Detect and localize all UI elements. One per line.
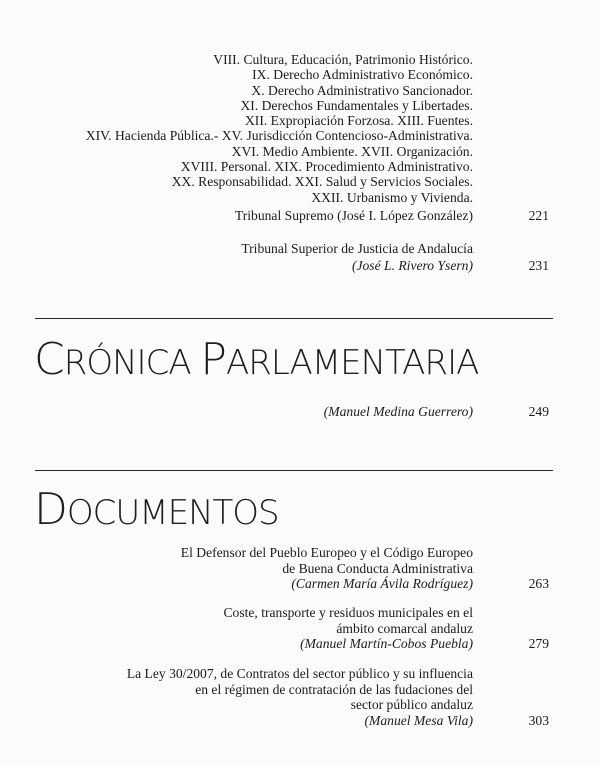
section-line: VIII. Cultura, Educación, Patrimonio Histórico. xyxy=(213,52,473,67)
entry-title-line: en el régimen de contratación de las fudaciones del xyxy=(195,681,473,697)
entry-title-line: Coste, transporte y residuos municipales en el xyxy=(223,605,473,620)
page-number: 303 xyxy=(528,712,549,728)
section-line: XVI. Medio Ambiente. XVII. Organización. xyxy=(231,143,473,159)
entry-title-line: sector público andaluz xyxy=(350,697,473,712)
entry-title-line: ámbito comarcal andaluz xyxy=(336,620,473,636)
section-line: XIV. Hacienda Pública.- XV. Jurisdicción Contencioso-Administrativa. xyxy=(85,128,473,144)
entry-author: (José L. Rivero Ysern) xyxy=(351,258,473,273)
page-number: 279 xyxy=(528,636,549,651)
section-list xyxy=(86,52,473,205)
entry-author: (Carmen María Ávila Rodríguez) xyxy=(291,576,473,591)
page-number: 221 xyxy=(528,208,549,223)
section-divider xyxy=(35,470,553,471)
page-number: 249 xyxy=(528,404,549,419)
page-number: 263 xyxy=(528,576,549,591)
section-heading-cronica: CRÓNICA PARLAMENTARIA xyxy=(34,334,479,385)
entry-author: (Manuel Mesa Vila) xyxy=(364,712,473,728)
section-heading-documentos: DOCUMENTOS xyxy=(34,484,279,535)
entry-author: (Manuel Martín-Cobos Puebla) xyxy=(300,636,473,651)
section-line: IX. Derecho Administrativo Económico. xyxy=(252,67,473,83)
entry-title-line: La Ley 30/2007, de Contratos del sector público y su influencia xyxy=(126,666,473,681)
section-line: XII. Expropiación Forzosa. XIII. Fuentes. xyxy=(244,113,473,129)
section-divider xyxy=(35,318,553,319)
entry-title-line: de Buena Conducta Administrativa xyxy=(282,560,473,576)
entry-title-line: El Defensor del Pueblo Europeo y el Código Europeo xyxy=(180,545,473,560)
entry-title: Tribunal Supremo (José I. López González) xyxy=(234,208,473,223)
section-line: XI. Derechos Fundamentales y Libertades. xyxy=(240,97,473,113)
section-line: XXII. Urbanismo y Vivienda. xyxy=(311,189,473,205)
section-line: XX. Responsabilidad. XXI. Salud y Servicios Sociales. xyxy=(171,174,473,190)
entry-author: (Manuel Medina Guerrero) xyxy=(323,404,473,419)
page-number: 231 xyxy=(528,258,549,273)
section-line: X. Derecho Administrativo Sancionador. xyxy=(251,82,473,98)
entry-title: Tribunal Superior de Justicia de Andalucía xyxy=(241,241,473,256)
section-line: XVIII. Personal. XIX. Procedimiento Administrativo. xyxy=(180,159,473,175)
